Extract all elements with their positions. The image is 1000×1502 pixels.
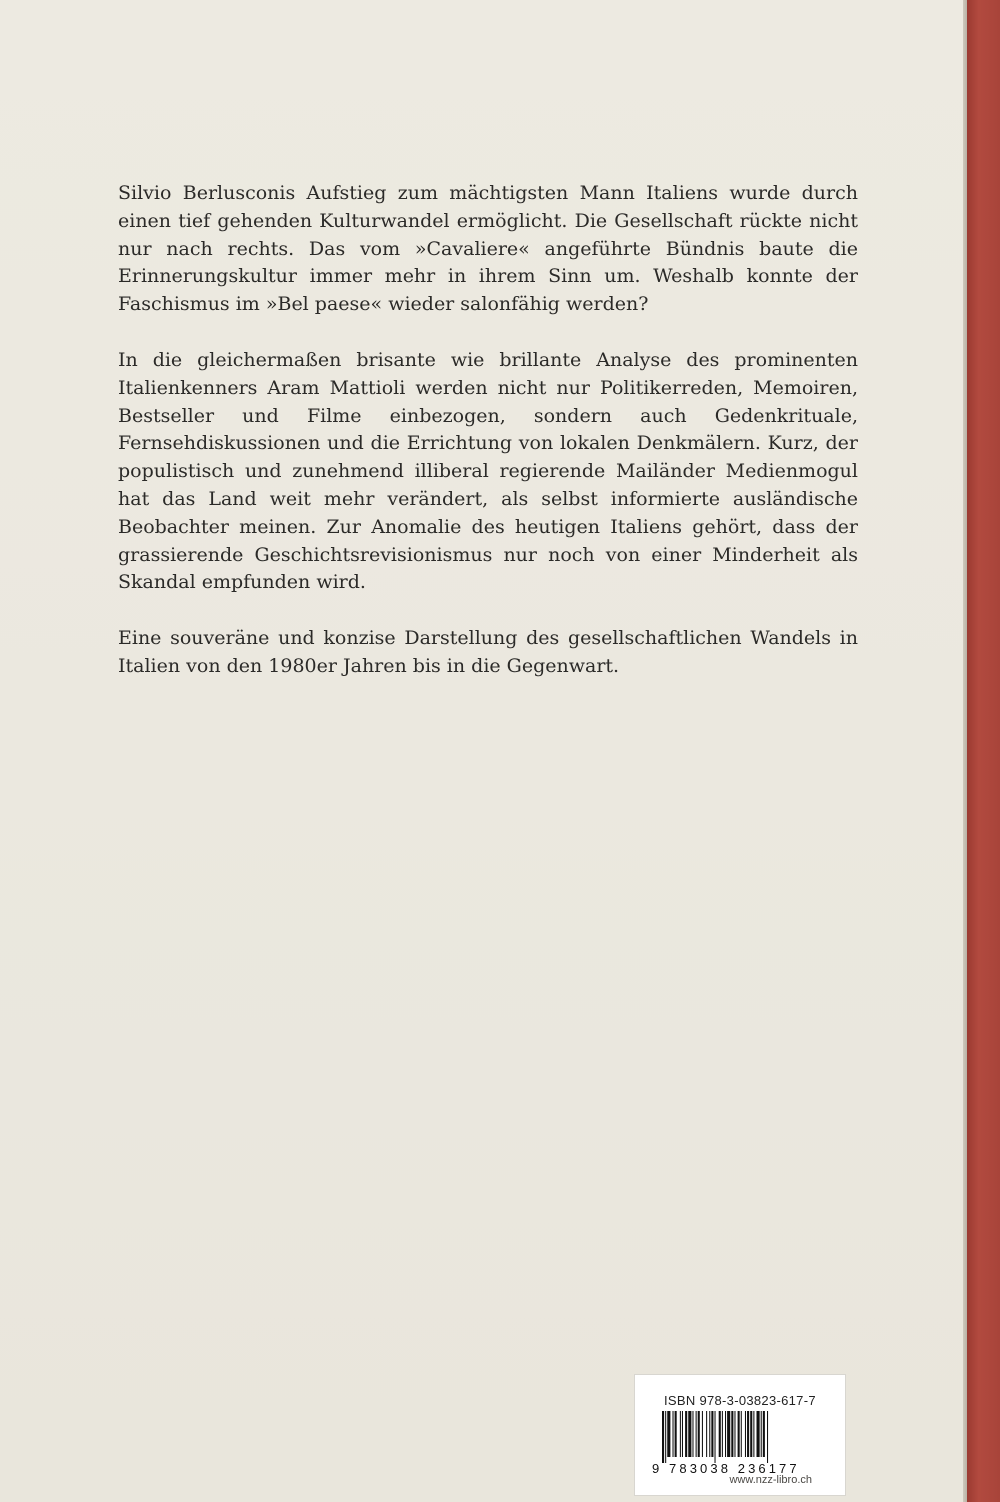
red-spine [967,0,1000,1502]
publisher-url: www.nzz-libro.ch [729,1474,812,1486]
blurb-text [118,180,858,709]
isbn-number: ISBN 978-3-03823-617-7 [664,1393,816,1408]
blurb-paragraph-2: In die gleichermaßen brisante wie brillante Analyse des prominenten Italienkenners Aram Mattioli werden nicht nur Politikerreden, Memoiren, Bestseller und Filme einbezogen, sondern auch Gedenkrituale, Fernsehdiskussionen und die Errichtung von lokalen Denkmälern. Kurz, der populistisch und zunehmend illiberal regierende Mailänder Medienmogul hat das Land weit mehr verändert, als selbst informierte ausländische Beobachter meinen. Zur Anomalie des heutigen Italiens gehört, dass der grassierende Geschichtsrevisionismus nur noch von einer Minderheit als Skandal empfunden wird. [118,348,858,594]
blurb-paragraph-3: Eine souveräne und konzise Darstellung des gesellschaftlichen Wandels in Italien von den 1980er Jahren bis in die Gegenwart. [118,627,858,677]
barcode-digits: 9 783038 236177 [652,1461,800,1476]
blurb-paragraph-1: Silvio Berlusconis Aufstieg zum mächtigsten Mann Italiens wurde durch einen tief gehenden Kulturwandel ermöglicht. Die Gesellschaft rückte nicht nur nach rechts. Das vom »Cavaliere« angeführte Bündnis baute die Erinnerungskultur immer mehr in ihrem Sinn um. Weshalb konnte der Faschismus im »Bel paese« wieder salonfähig werden? [118,182,858,316]
barcode-icon [662,1411,822,1463]
